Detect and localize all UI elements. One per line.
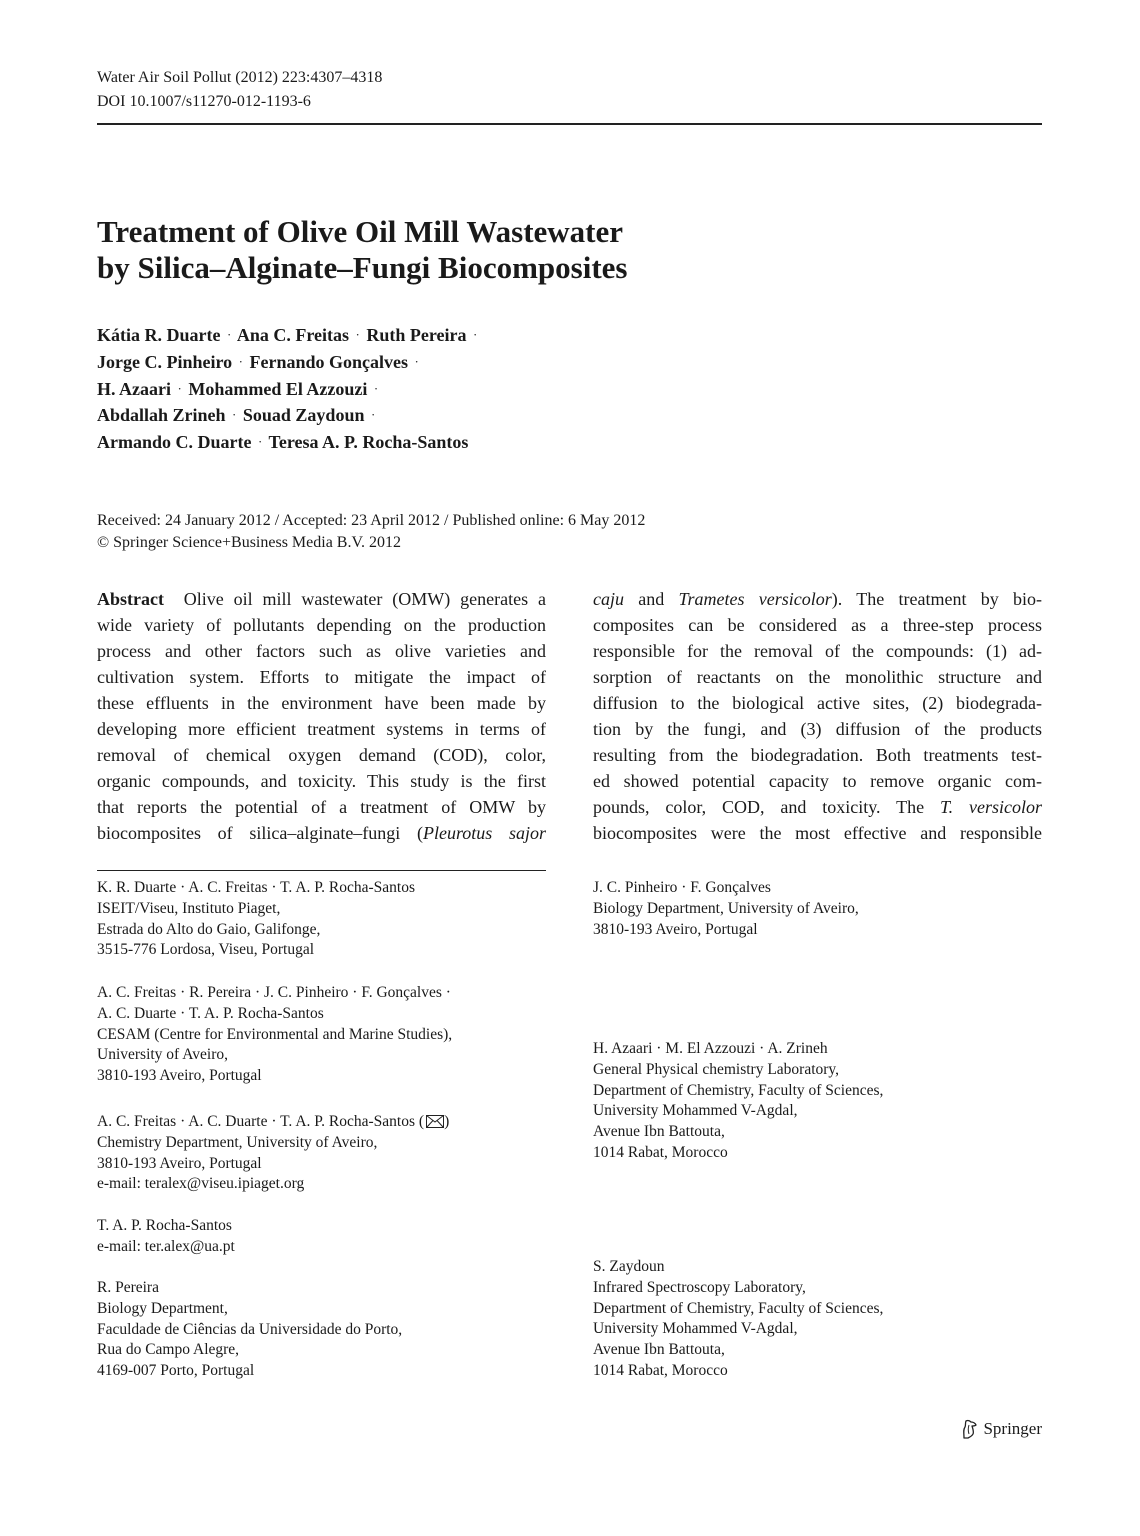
affiliation-block: R. Pereira Biology Department, Faculdade de Ciências da Universidade do Porto, Rua do Campo Alegre, 4169-007 Porto, Portugal [97, 1279, 403, 1380]
abstract-line: responsible for the removal of the compounds: (1) ad- [593, 641, 1042, 661]
abstract-left-column: Abstract Olive oil mill wastewater (OMW) generates a wide variety of pollutants depending on the production process and other factors such as olive varieties and cultivation system. Efforts to mitigate the impact of these effluents in the environment have been made by developing more efficient treatment systems in terms of removal of chemical oxygen demand (COD), color, organic compounds, and toxicity. This study is the first that reports the potential of a treatment of OMW by biocomposites of silica–alginate–fungi (Pleurotus sajor [97, 586, 546, 846]
abstract-line: pounds, color, COD, and toxicity. The T. versicolor [593, 797, 1042, 817]
journal-header [97, 66, 382, 114]
affiliation-block: J. C. Pinheiro · F. Gonçalves Biology Department, University of Aveiro, 3810-193 Aveiro, Portugal [593, 879, 859, 938]
affiliation-block: T. A. P. Rocha-Santos e-mail: ter.alex@ua.pt [97, 1216, 235, 1258]
affiliation-block: S. Zaydoun Infrared Spectroscopy Laboratory, Department of Chemistry, Faculty of Sciences, University Mohammed V-Agdal, Avenue Ibn Battouta, 1014 Rabat, Morocco [593, 1258, 884, 1379]
abstract-line: that reports the potential of a treatment of OMW by [97, 797, 546, 817]
date-line: Received: 24 January 2012 / Accepted: 23 April 2012 / Published online: 6 May 2012 [97, 512, 646, 529]
author: Abdallah Zrineh [97, 405, 226, 426]
abstract-line: ed showed potential capacity to remove organic com- [593, 771, 1042, 791]
author: Souad Zaydoun [242, 405, 365, 426]
author: Ruth Pereira [366, 325, 467, 345]
abstract-line: organic compounds, and toxicity. This study is the first [97, 771, 546, 791]
abstract-line: resulting from the biodegradation. Both treatments test- [593, 745, 1042, 765]
envelope-icon [426, 1115, 444, 1128]
affiliation-block: H. Azaari · M. El Azzouzi · A. Zrineh General Physical chemistry Laboratory, Department of Chemistry, Faculty of Sciences, University Mohammed V-Agdal, Avenue Ibn Battouta, 1014 Rabat, Morocco [593, 1040, 884, 1161]
abstract-line: developing more efficient treatment systems in terms of [97, 719, 546, 739]
abstract-line: wide variety of pollutants depending on the production [97, 615, 546, 635]
abstract-line: biocomposites were the most effective and responsible [593, 823, 1042, 843]
title-line-2: by Silica–Alginate–Fungi Biocomposites [97, 250, 628, 285]
author: Fernando Gonçalves [249, 351, 409, 372]
author: Jorge C. Pinheiro [97, 351, 233, 372]
abstract-line: sorption of reactants on the monolithic structure and [593, 667, 1042, 687]
journal-citation: Water Air Soil Pollut (2012) 223:4307–4318 [97, 69, 383, 86]
email[interactable]: e-mail: teralex@viseu.ipiaget.org [97, 1175, 305, 1193]
author: Kátia R. Duarte [97, 325, 221, 345]
email[interactable]: e-mail: ter.alex@ua.pt [97, 1237, 235, 1255]
abstract-line: process and other factors such as olive varieties and [97, 641, 546, 661]
affiliation-block: A. C. Freitas · R. Pereira · J. C. Pinheiro · F. Gonçalves · A. C. Duarte · T. A. P. Rocha-Santos CESAM (Centre for Environmental and Marine Studies), University of Aveiro, 3810-193 Aveiro, Portugal [97, 984, 453, 1085]
author: H. Azaari [97, 378, 171, 399]
copyright-line: © Springer Science+Business Media B.V. 2012 [97, 533, 401, 551]
footnote-rule [97, 870, 546, 871]
doi: DOI 10.1007/s11270-012-1193-6 [97, 93, 311, 110]
publication-dates [97, 510, 645, 553]
abstract-line: these effluents in the environment have been made by [97, 693, 546, 713]
author-list: Kátia R. Duarte · Ana C. Freitas · Ruth Pereira · Jorge C. Pinheiro · Fernando Gonçalves · H. Azaari · Mohammed El Azzouzi · Abdallah Zrineh · Souad Zaydoun · Armando C. Duarte · Teresa A. P. Rocha-Santos [97, 325, 478, 452]
author: Ana C. Freitas [236, 325, 350, 345]
title-line-1: Treatment of Olive Oil Mill Wastewater [97, 214, 624, 249]
abstract-line: biocomposites of silica–alginate–fungi (Pleurotus sajor [97, 823, 546, 843]
abstract-line: cultivation system. Efforts to mitigate the impact of [97, 667, 546, 687]
author: Armando C. Duarte [97, 432, 252, 452]
publisher-name: Springer [983, 1419, 1042, 1438]
header-rule [97, 123, 1042, 125]
affiliation-block: A. C. Freitas · A. C. Duarte · T. A. P. Rocha-Santos ( ) Chemistry Department, University of Aveiro, 3810-193 Aveiro, Portugal e-mail: teralex@viseu.ipiaget.org [97, 1112, 449, 1195]
springer-horse-icon [960, 1419, 978, 1439]
affiliation-block: K. R. Duarte · A. C. Freitas · T. A. P. Rocha-Santos ISEIT/Viseu, Instituto Piaget, Estrada do Alto do Gaio, Galifonge, 3515-776 Lordosa, Viseu, Portugal [97, 879, 416, 959]
paper-title [97, 214, 627, 286]
publisher-logo [960, 1419, 1042, 1439]
abstract-line: removal of chemical oxygen demand (COD), color, [97, 745, 546, 765]
abstract-line: composites can be considered as a three-step process [593, 615, 1042, 635]
abstract-line: caju and Trametes versicolor). The treatment by bio- [593, 589, 1042, 609]
author: Mohammed El Azzouzi [188, 378, 368, 399]
abstract-right-column [593, 586, 1042, 846]
abstract-label: Abstract [97, 589, 164, 609]
abstract-line: diffusion to the biological active sites, (2) biodegrada- [593, 693, 1042, 713]
author: Teresa A. P. Rocha-Santos [268, 432, 469, 452]
abstract-line: tion by the fungi, and (3) diffusion of the products [593, 719, 1042, 739]
